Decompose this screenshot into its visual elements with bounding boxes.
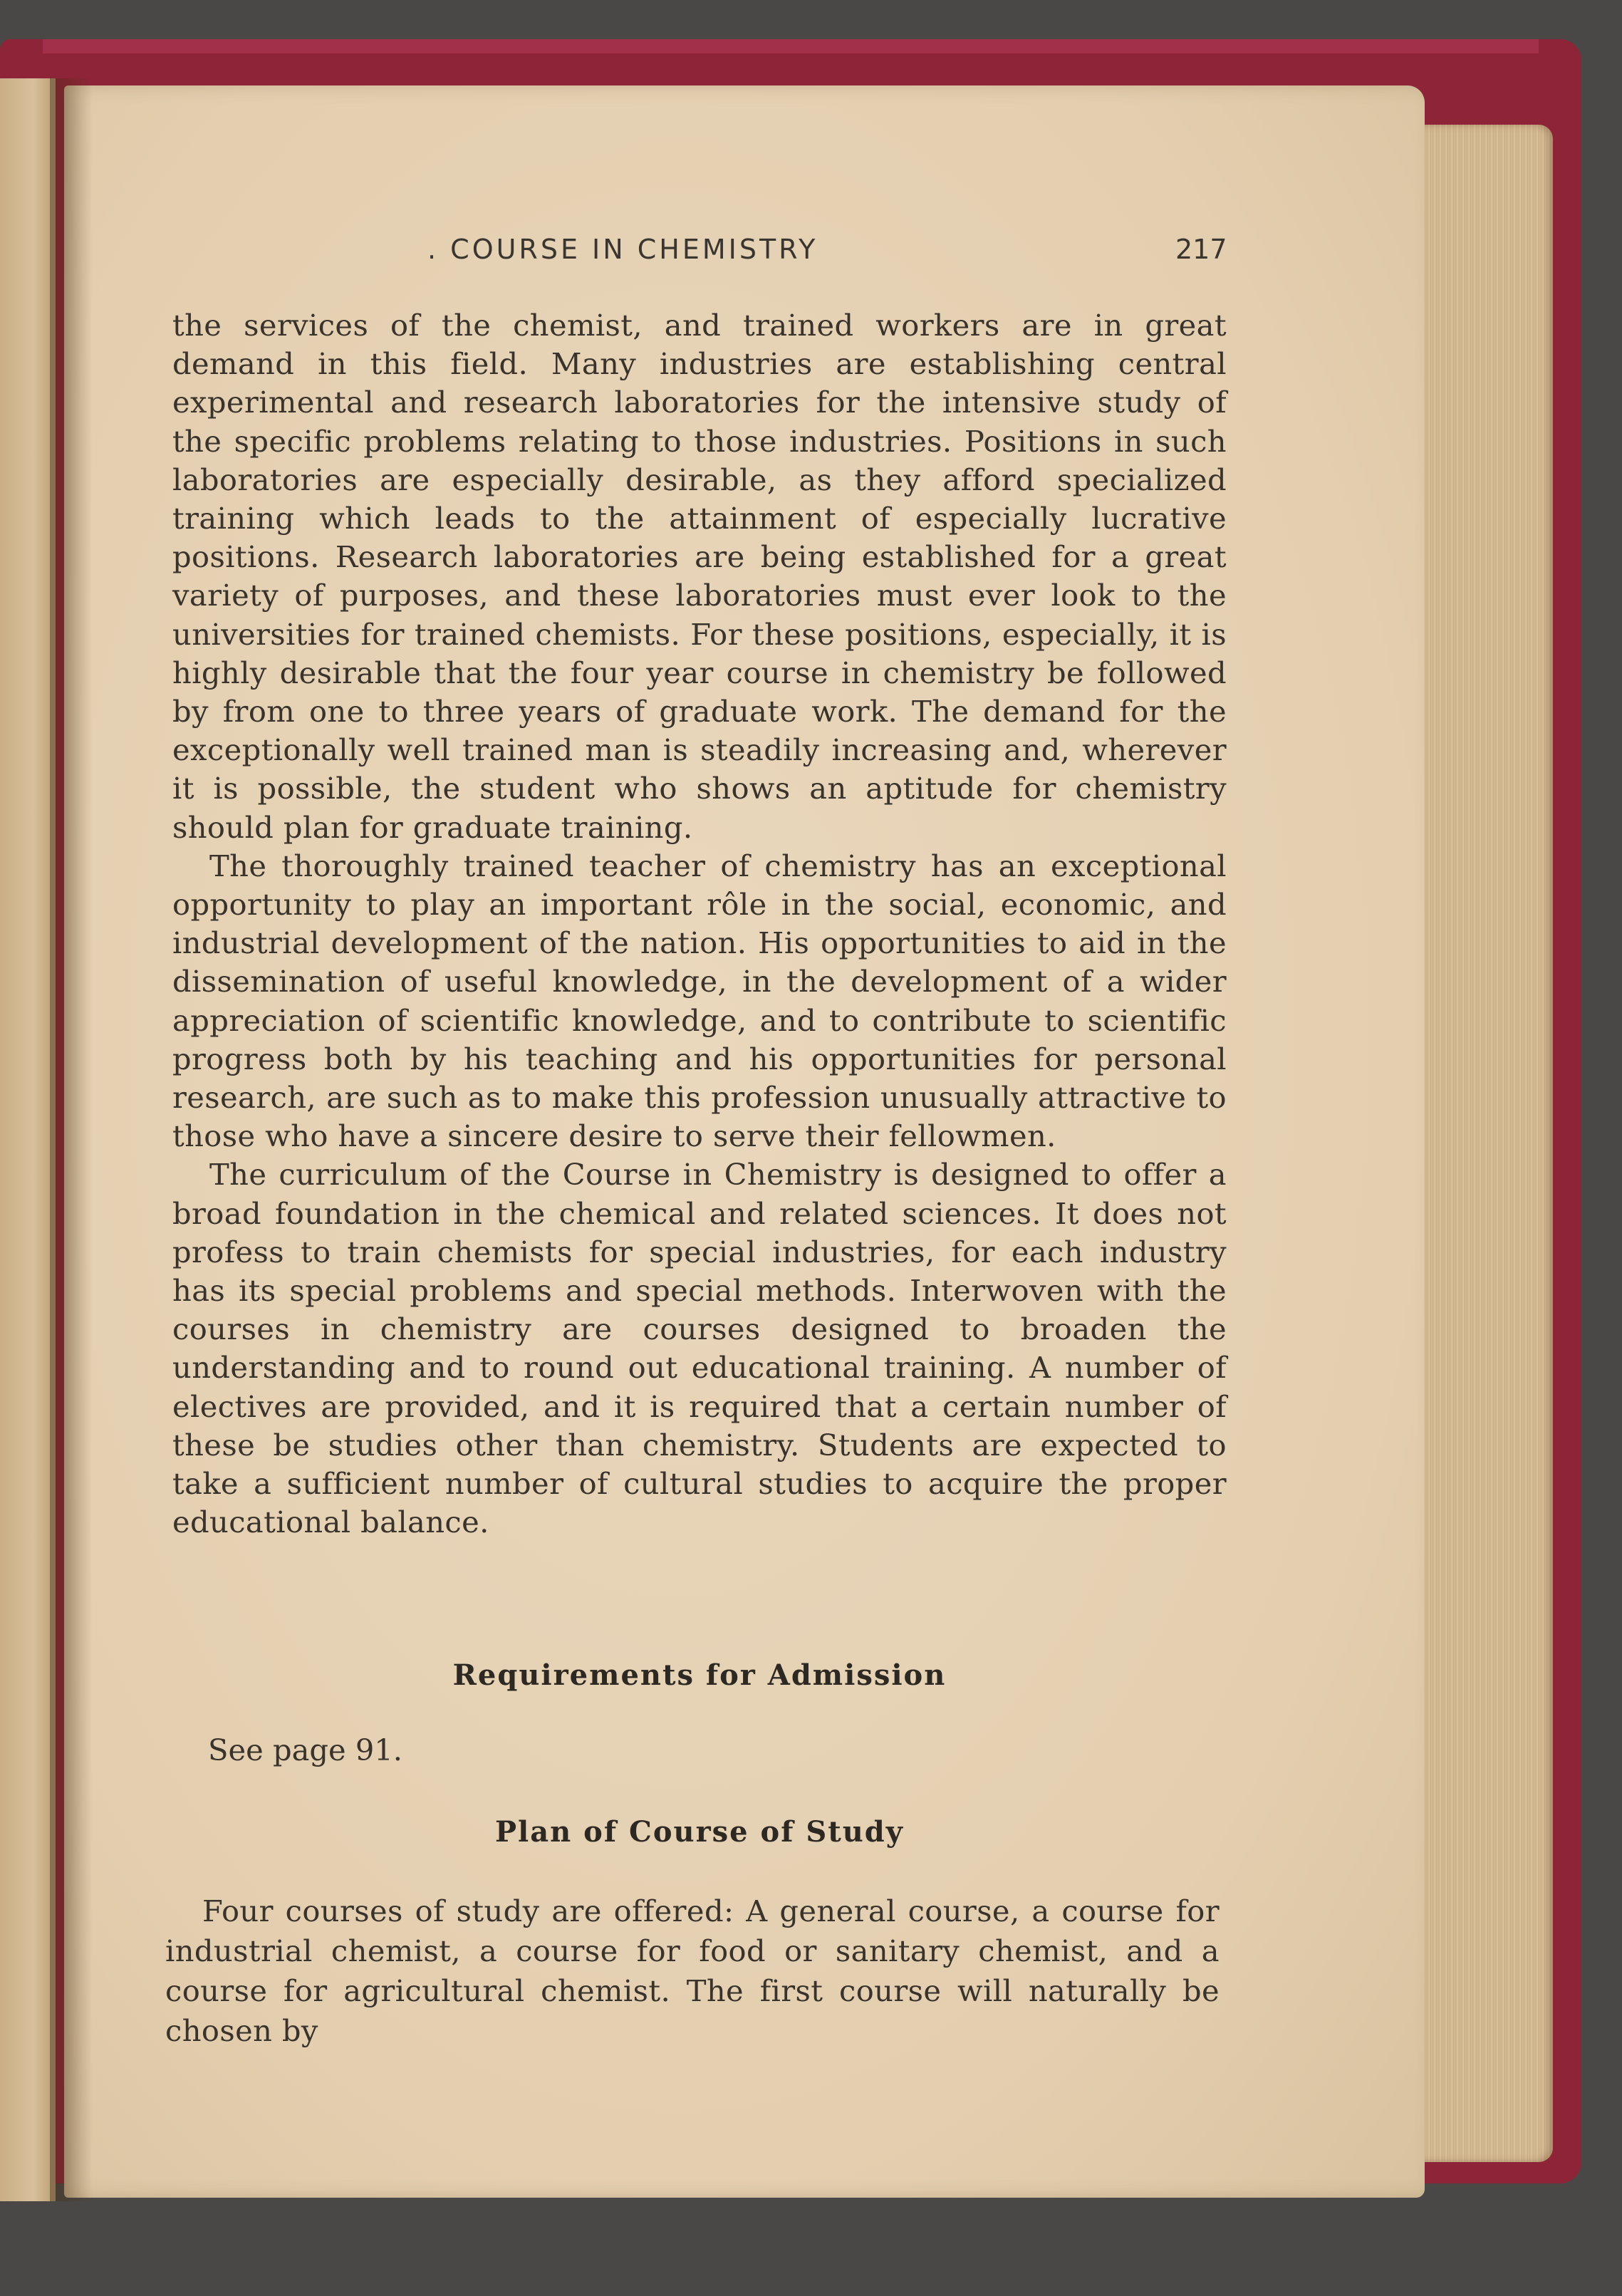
page-stack-edge	[1414, 125, 1553, 2162]
body-text	[172, 306, 1227, 1542]
running-head: . COURSE IN CHEMISTRY	[427, 234, 818, 265]
facing-page-edge	[0, 78, 56, 2201]
gutter-shadow	[50, 78, 93, 2201]
see-page-reference: See page 91.	[208, 1733, 402, 1767]
heading-admission: Requirements for Admission	[452, 1658, 947, 1692]
paragraph-courses: Four courses of study are offered: A general course, a course for industrial chemist, a course for food or sanitary chemist, and a course for agricultural chemist. The first course will naturally be chosen by	[165, 1894, 1220, 2048]
paragraph-teacher: The thoroughly trained teacher of chemistry has an exceptional opportunity to play an important rôle in the social, economic, and industrial development of the nation. His opportunities to aid in the dissemination of useful knowledge, in the development of a wider appreciation of scientific knowledge, and to contribute to scientific progress both by his teaching and his opportunities for personal research, are such as to make this profession unusually attractive to those who have a sincere desire to serve their fellowmen.	[172, 848, 1227, 1154]
page-number: 217	[1175, 234, 1227, 265]
paragraph-curriculum: The curriculum of the Course in Chemistry is designed to offer a broad foundation in the chemical and related sciences. It does not profess to train chemists for special industries, for each industry has its special problems and special methods. Interwoven with the courses in chemistry are courses designed to broaden the understanding and to round out educational training. A number of electives are provided, and it is required that a certain number of these be studies other than chemistry. Students are expected to take a sufficient number of cultural studies to acquire the proper educational balance.	[172, 1157, 1227, 1540]
heading-plan-of-study: Plan of Course of Study	[494, 1815, 905, 1849]
paragraph-continued: the services of the chemist, and trained workers are in great demand in this field. Many industries are establishing central experimental and research laboratories for the intensive study of the specific problems relating to those industries. Positions in such laboratories are especially desirable, as they afford specialized training which leads to the attainment of especially lucrative positions. Research laboratories are being established for a great variety of purposes, and these laboratories must ever look to the universities for trained chemists. For these positions, especially, it is highly desirable that the four year course in chemistry be followed by from one to three years of graduate work. The demand for the exceptionally well trained man is steadily increasing and, wherever it is possible, the student who shows an aptitude for chemistry should plan for graduate training.	[172, 308, 1227, 845]
book-cover-edge	[43, 39, 1539, 53]
